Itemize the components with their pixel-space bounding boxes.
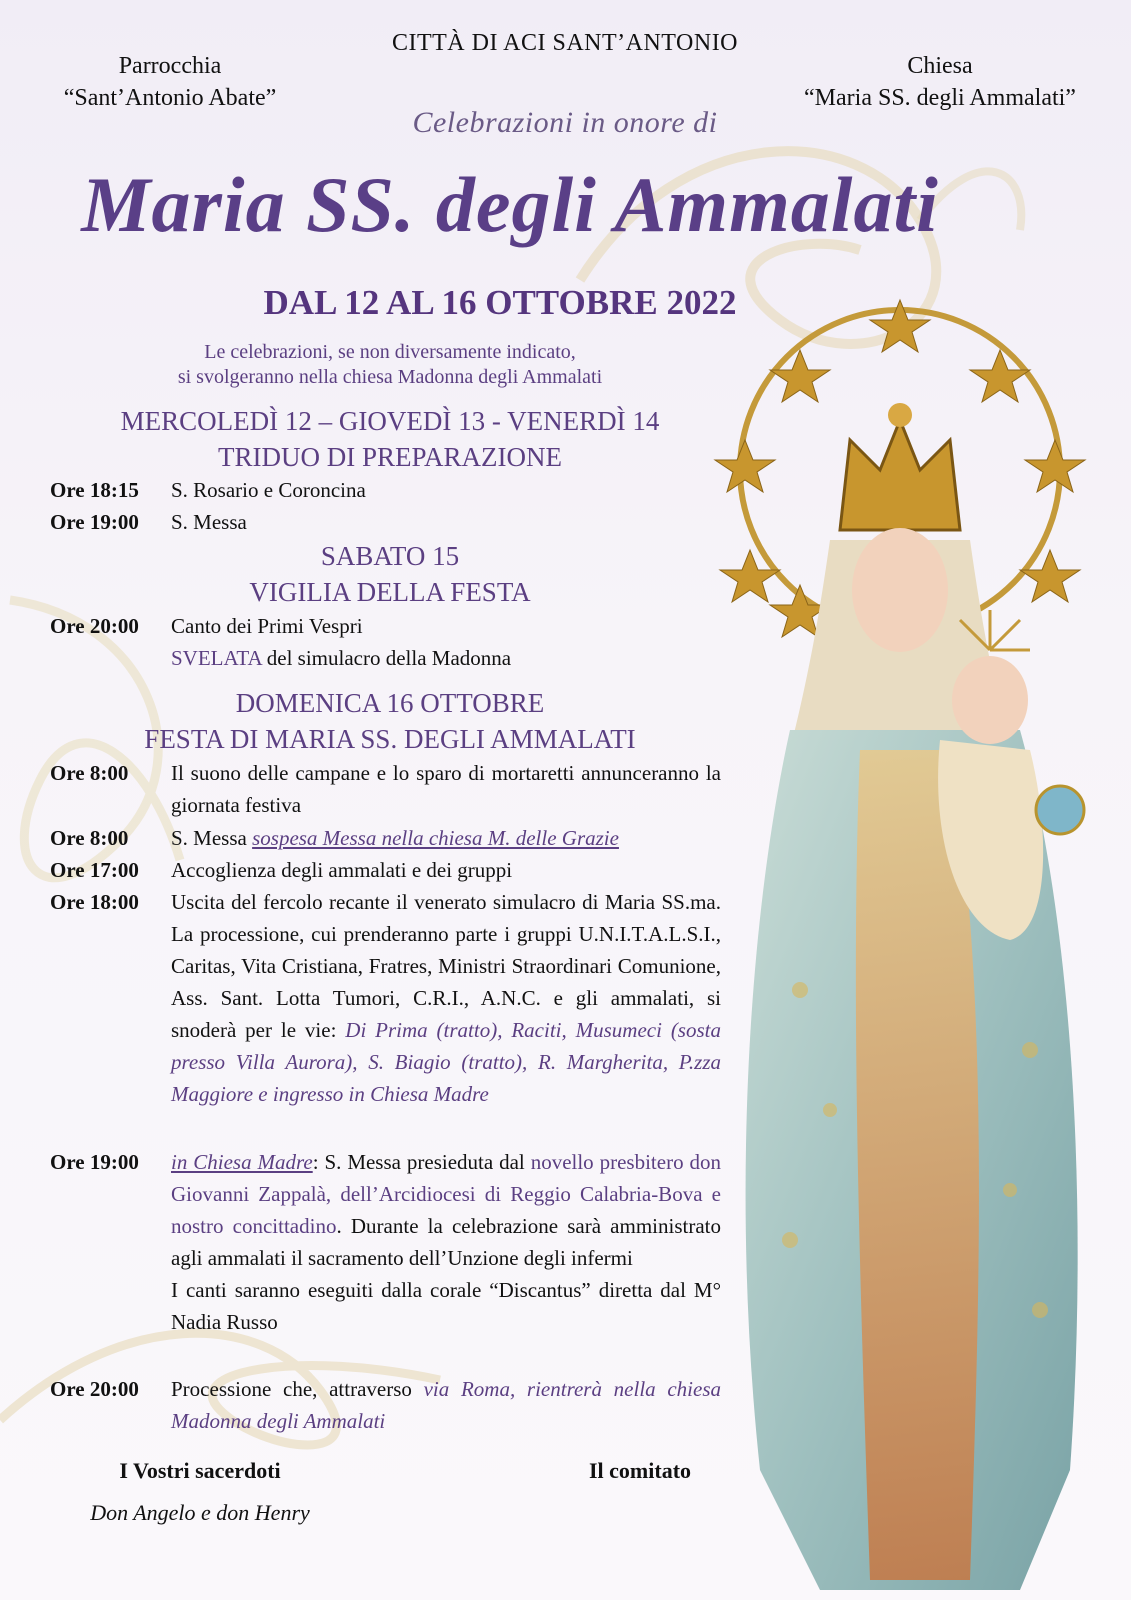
messa-suspended-note: sospesa Messa nella chiesa M. delle Grazie bbox=[252, 826, 619, 850]
signature-priests: I Vostri sacerdoti bbox=[119, 1458, 281, 1483]
priest-names: Don Angelo e don Henry bbox=[90, 1500, 310, 1525]
parish-label-line2: “Sant’Antonio Abate” bbox=[63, 85, 277, 111]
schedule-time: Ore 18:15 bbox=[50, 478, 139, 502]
schedule-text: S. Messa bbox=[171, 510, 247, 534]
schedule-text bbox=[171, 610, 721, 674]
schedule-text bbox=[171, 886, 721, 1110]
schedule-text bbox=[171, 1373, 721, 1437]
main-title: Maria SS. degli Ammalati bbox=[81, 161, 939, 248]
section-triduo-title: TRIDUO DI PREPARAZIONE bbox=[217, 442, 562, 472]
signature-committee: Il comitato bbox=[588, 1458, 692, 1483]
schedule-text-line1: Canto dei Primi Vespri bbox=[171, 614, 363, 638]
schedule-time: Ore 18:00 bbox=[50, 890, 139, 914]
section-vigilia-day: SABATO 15 bbox=[320, 541, 460, 571]
church-label bbox=[770, 50, 1110, 114]
section-vigilia-heading bbox=[40, 538, 740, 610]
schedule-text bbox=[171, 822, 721, 854]
mass-text: : S. Messa presieduta dal bbox=[312, 1150, 531, 1174]
schedule-time: Ore 17:00 bbox=[50, 858, 139, 882]
dates-heading: DAL 12 AL 16 OTTOBRE 2022 bbox=[263, 283, 737, 322]
schedule-time: Ore 8:00 bbox=[50, 761, 129, 785]
procession-description: Uscita del fercolo recante il venerato simulacro di Maria SS.ma. La processione, cui prenderanno parte i gruppi U.N.I.T.A.L.S.I., Caritas, Vita Cristiana, Fratres, Ministri Straordinari Comunione, Ass. Sant. Lotta Tumori, C.R.I., A.N.C. e gli ammalati, si snoderà per le vie: bbox=[171, 890, 721, 1042]
return-route: via Roma, rientrerà nella chiesa Madonna degli Ammalati bbox=[171, 1377, 721, 1433]
city-heading: CITTÀ DI ACI SANT’ANTONIO bbox=[391, 30, 739, 56]
svelata-highlight: SVELATA bbox=[171, 646, 262, 670]
schedule-text-line2: del simulacro della Madonna bbox=[261, 646, 512, 670]
section-vigilia-title: VIGILIA DELLA FESTA bbox=[249, 577, 531, 607]
schedule-time: Ore 19:00 bbox=[50, 1150, 139, 1174]
parish-label bbox=[40, 50, 300, 114]
section-festa-title: FESTA DI MARIA SS. DEGLI AMMALATI bbox=[144, 724, 636, 754]
choir-text: I canti saranno eseguiti dalla corale “Discantus” diretta dal M° Nadia Russo bbox=[171, 1278, 721, 1334]
schedule-time: Ore 19:00 bbox=[50, 510, 139, 534]
subtitle: Celebrazioni in onore di bbox=[412, 106, 718, 139]
parish-label-line1: Parrocchia bbox=[118, 53, 222, 79]
schedule-text bbox=[171, 1146, 721, 1338]
section-triduo-heading bbox=[40, 403, 740, 475]
schedule-time: Ore 8:00 bbox=[50, 826, 129, 850]
church-label-line1: Chiesa bbox=[907, 53, 973, 79]
schedule-row bbox=[50, 610, 740, 674]
section-festa-day: DOMENICA 16 OTTOBRE bbox=[235, 688, 545, 718]
schedule-text: Accoglienza degli ammalati e dei gruppi bbox=[171, 858, 513, 882]
procession-route: Di Prima (tratto), Raciti, Musumeci (sosta presso Villa Aurora), S. Biagio (tratto), R. Margherita, P.zza Maggiore e ingresso in Chiesa Madre bbox=[171, 1018, 721, 1106]
unction-text: . Durante la celebrazione sarà amministrato agli ammalati il sacramento dell’Unzione degli infermi bbox=[171, 1214, 721, 1270]
location-note-line2: si svolgeranno nella chiesa Madonna degli Ammalati bbox=[177, 366, 603, 388]
location-chiesa-madre: in Chiesa Madre bbox=[171, 1150, 313, 1174]
church-label-line2: “Maria SS. degli Ammalati” bbox=[804, 85, 1076, 111]
schedule-text: S. Rosario e Coroncina bbox=[171, 478, 366, 502]
section-triduo-days: MERCOLEDÌ 12 – GIOVEDÌ 13 - VENERDÌ 14 bbox=[120, 406, 660, 436]
schedule-time: Ore 20:00 bbox=[50, 614, 139, 638]
schedule-text-plain: S. Messa bbox=[171, 826, 253, 850]
section-festa-heading bbox=[40, 685, 740, 757]
schedule-text: Il suono delle campane e lo sparo di mortaretti annunceranno la giornata festiva bbox=[171, 761, 721, 817]
celebrant-name: novello presbitero don Giovanni Zappalà, dell’Arcidiocesi di Reggio Calabria-Bova e nostro concittadino bbox=[171, 1150, 721, 1238]
location-note bbox=[120, 340, 660, 390]
schedule-time: Ore 20:00 bbox=[50, 1377, 139, 1401]
madonna-statue-image bbox=[690, 290, 1130, 1600]
location-note-line1: Le celebrazioni, se non diversamente indicato, bbox=[204, 341, 576, 363]
return-procession-text: Processione che, attraverso bbox=[171, 1377, 424, 1401]
